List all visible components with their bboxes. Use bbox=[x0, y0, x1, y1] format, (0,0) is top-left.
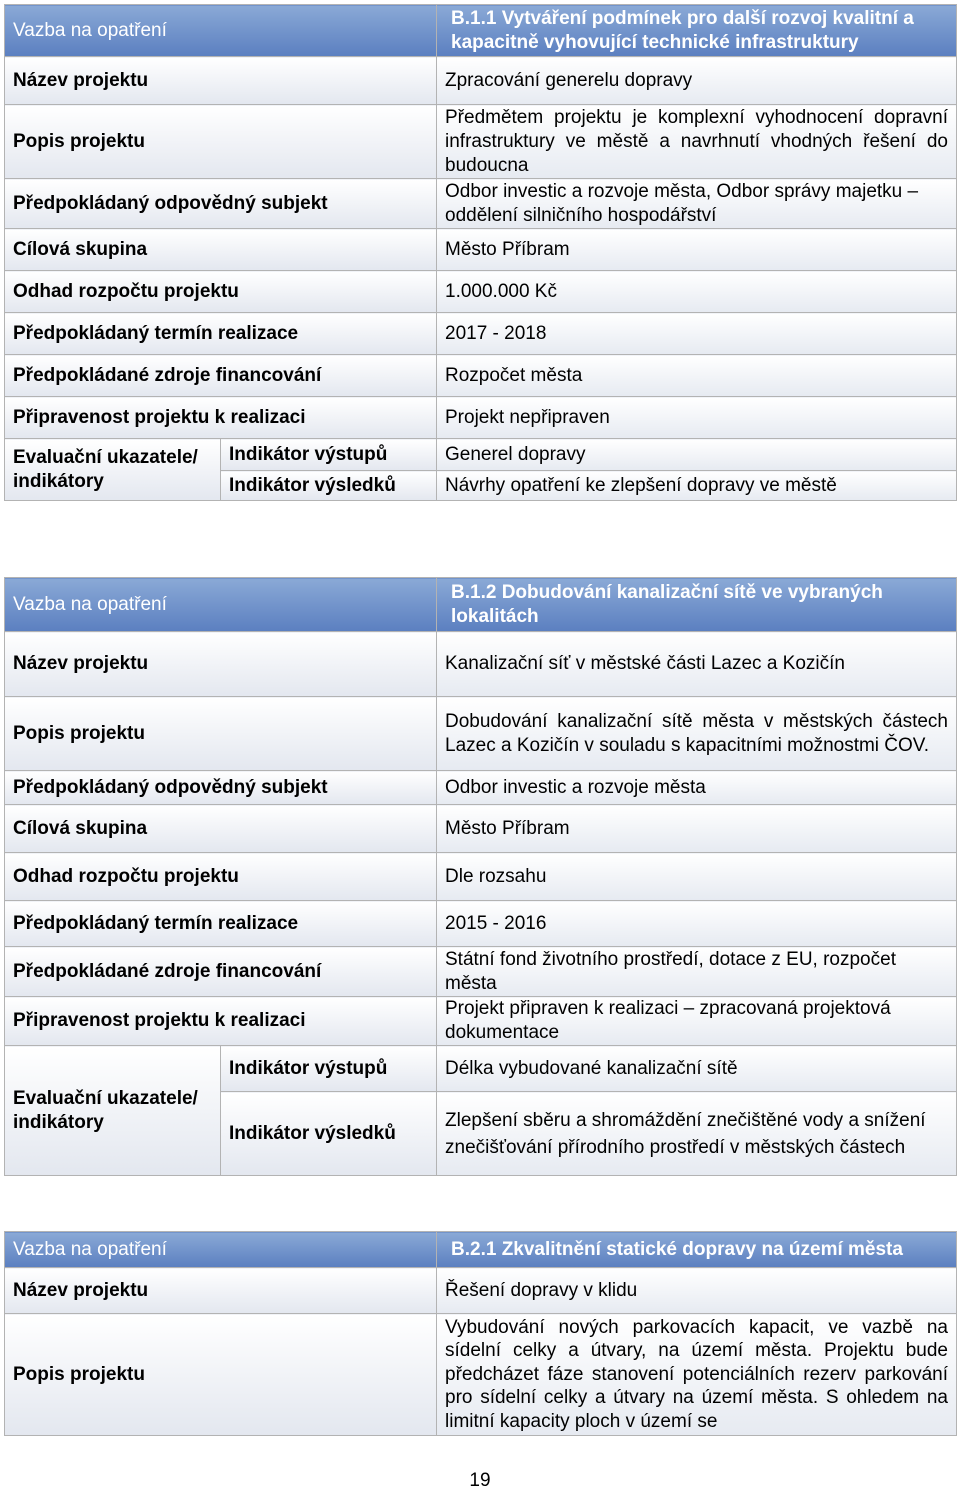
measure-label: Vazba na opatření bbox=[5, 578, 437, 632]
result-indicator-value: Zlepšení sběru a shromáždění znečištěné vody a snížení znečišťování přírodního prostředí v městských částech bbox=[437, 1092, 957, 1176]
target-label: Cílová skupina bbox=[5, 229, 437, 271]
readiness-value: Projekt připraven k realizaci – zpracovaná projektová dokumentace bbox=[437, 997, 957, 1046]
indicators-label: Evaluační ukazatele/ indikátory bbox=[5, 439, 221, 501]
target-label: Cílová skupina bbox=[5, 805, 437, 853]
budget-value: Dle rozsahu bbox=[437, 853, 957, 901]
name-label: Název projektu bbox=[5, 632, 437, 697]
responsible-value: Odbor investic a rozvoje města, Odbor správy majetku – oddělení silničního hospodářství bbox=[437, 179, 957, 229]
name-label: Název projektu bbox=[5, 57, 437, 105]
result-indicator-value: Návrhy opatření ke zlepšení dopravy ve městě bbox=[437, 471, 957, 501]
output-indicator-value: Generel dopravy bbox=[437, 439, 957, 471]
indicators-label: Evaluační ukazatele/ indikátory bbox=[5, 1046, 221, 1176]
description-label: Popis projektu bbox=[5, 105, 437, 179]
page-number: 19 bbox=[469, 1470, 491, 1491]
budget-label: Odhad rozpočtu projektu bbox=[5, 853, 437, 901]
project-table-2 bbox=[4, 577, 957, 1176]
funding-label: Předpokládané zdroje financování bbox=[5, 947, 437, 997]
description-value: Dobudování kanalizační sítě města v městských částech Lazec a Kozičín v souladu s kapacitními možnostmi ČOV. bbox=[437, 697, 957, 771]
term-label: Předpokládaný termín realizace bbox=[5, 901, 437, 947]
measure-label: Vazba na opatření bbox=[5, 5, 437, 57]
funding-value: Rozpočet města bbox=[437, 355, 957, 397]
name-value: Zpracování generelu dopravy bbox=[437, 57, 957, 105]
term-value: 2015 - 2016 bbox=[437, 901, 957, 947]
readiness-label: Připravenost projektu k realizaci bbox=[5, 397, 437, 439]
name-label: Název projektu bbox=[5, 1268, 437, 1314]
budget-label: Odhad rozpočtu projektu bbox=[5, 271, 437, 313]
readiness-label: Připravenost projektu k realizaci bbox=[5, 997, 437, 1046]
measure-value: B.1.1 Vytváření podmínek pro další rozvoj kvalitní a kapacitně vyhovující technické infrastruktury bbox=[437, 5, 957, 57]
responsible-label: Předpokládaný odpovědný subjekt bbox=[5, 771, 437, 805]
description-value: Vybudování nových parkovacích kapacit, ve vazbě na sídelní celky a útvary, na území města. Projektu bude předcházet fáze stanovení potenciálních rezerv parkování pro sídelní celky a útvary na území města. S ohledem na limitní kapacity ploch v území se bbox=[437, 1314, 957, 1436]
term-label: Předpokládaný termín realizace bbox=[5, 313, 437, 355]
term-value: 2017 - 2018 bbox=[437, 313, 957, 355]
name-value: Kanalizační síť v městské části Lazec a Kozičín bbox=[437, 632, 957, 697]
budget-value: 1.000.000 Kč bbox=[437, 271, 957, 313]
funding-label: Předpokládané zdroje financování bbox=[5, 355, 437, 397]
name-value: Řešení dopravy v klidu bbox=[437, 1268, 957, 1314]
readiness-value: Projekt nepřipraven bbox=[437, 397, 957, 439]
responsible-value: Odbor investic a rozvoje města bbox=[437, 771, 957, 805]
result-indicator-label: Indikátor výsledků bbox=[221, 1092, 437, 1176]
target-value: Město Příbram bbox=[437, 229, 957, 271]
result-indicator-label: Indikátor výsledků bbox=[221, 471, 437, 501]
funding-value: Státní fond životního prostředí, dotace z EU, rozpočet města bbox=[437, 947, 957, 997]
description-value: Předmětem projektu je komplexní vyhodnocení dopravní infrastruktury ve městě a navrhnutí vhodných řešení do budoucna bbox=[437, 105, 957, 179]
responsible-label: Předpokládaný odpovědný subjekt bbox=[5, 179, 437, 229]
description-label: Popis projektu bbox=[5, 697, 437, 771]
project-table-1 bbox=[4, 4, 957, 501]
description-label: Popis projektu bbox=[5, 1314, 437, 1436]
measure-label: Vazba na opatření bbox=[5, 1232, 437, 1268]
measure-value: B.2.1 Zkvalitnění statické dopravy na území města bbox=[437, 1232, 957, 1268]
output-indicator-label: Indikátor výstupů bbox=[221, 1046, 437, 1092]
target-value: Město Příbram bbox=[437, 805, 957, 853]
output-indicator-value: Délka vybudované kanalizační sítě bbox=[437, 1046, 957, 1092]
output-indicator-label: Indikátor výstupů bbox=[221, 439, 437, 471]
project-table-3 bbox=[4, 1231, 957, 1436]
measure-value: B.1.2 Dobudování kanalizační sítě ve vybraných lokalitách bbox=[437, 578, 957, 632]
